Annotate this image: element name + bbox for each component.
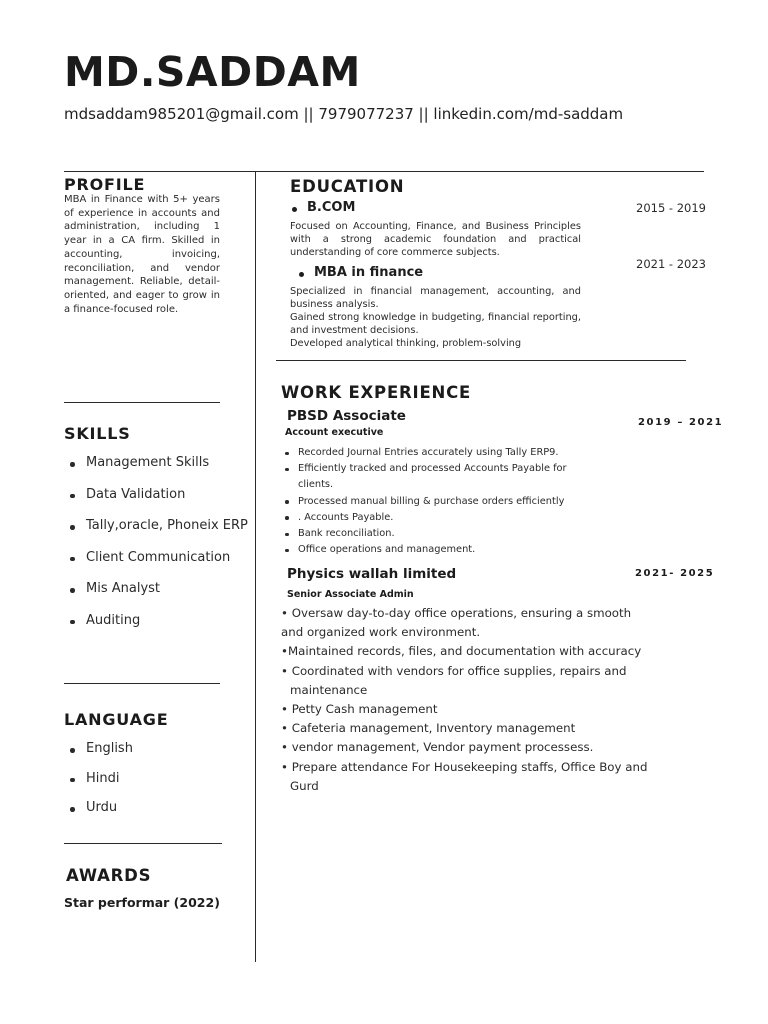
duty-item: . Accounts Payable. <box>284 510 567 526</box>
duty-item: Office operations and management. <box>284 542 567 558</box>
skill-item: Mis Analyst <box>64 581 248 613</box>
job-duties <box>284 445 567 558</box>
education-heading: EDUCATION <box>290 177 405 196</box>
degree-description-line: Gained strong knowledge in budgeting, financial reporting, and investment decisions. <box>290 312 581 336</box>
duty-item-continuation: clients. <box>298 479 334 491</box>
resume-name: MD.SADDAM <box>64 48 361 96</box>
duty-line: •Maintained records, files, and documentation with accuracy <box>281 644 642 659</box>
job-duties <box>281 604 661 796</box>
job-years: 2019 – 2021 <box>638 417 724 428</box>
language-item: Urdu <box>64 800 133 830</box>
degree-description-line: Developed analytical thinking, problem-solving <box>290 338 522 349</box>
duty-line: • Cafeteria management, Inventory management <box>281 721 576 736</box>
skills-heading: SKILLS <box>64 424 131 443</box>
degree-description <box>290 220 581 259</box>
profile-text: MBA in Finance with 5+ years of experience in accounts and administration, including 1 year in a CA firm. Skilled in accounting, invoicing, reconciliation, and vendor management. Reliable, detail-oriented, and eager to grow in a finance-focused role. <box>64 194 220 315</box>
column-divider <box>255 171 256 962</box>
skill-item: Client Communication <box>64 550 248 582</box>
job-role: Account executive <box>285 427 384 438</box>
job-company: PBSD Associate <box>287 408 406 424</box>
degree-description-line: Specialized in financial management, accounting, and business analysis. <box>290 286 581 310</box>
header-divider <box>64 171 704 172</box>
left-divider-profile <box>64 402 220 403</box>
duty-line: Gurd <box>290 778 319 793</box>
duty-line: • Coordinated with vendors for office supplies, repairs and <box>281 663 627 678</box>
duty-line: • Petty Cash management <box>281 702 438 717</box>
duty-item: Efficiently tracked and processed Accounts Payable for <box>284 461 567 477</box>
duty-line: and organized work environment. <box>281 625 481 640</box>
skill-item: Auditing <box>64 613 248 645</box>
awards-heading: AWARDS <box>66 866 152 885</box>
bullet-icon <box>292 207 297 212</box>
left-divider-language <box>64 843 222 844</box>
skill-item: Tally,oracle, Phoneix ERP <box>64 518 248 550</box>
degree-description <box>290 285 581 350</box>
job-company: Physics wallah limited <box>287 566 457 582</box>
contact-line: mdsaddam985201@gmail.com || 7979077237 || linkedin.com/md-saddam <box>64 105 624 123</box>
skill-item: Management Skills <box>64 455 248 487</box>
left-divider-skills <box>64 683 220 684</box>
language-item: English <box>64 741 133 771</box>
bullet-icon <box>299 272 304 277</box>
duty-item: Bank reconciliation. <box>284 526 567 542</box>
duty-line: maintenance <box>290 682 368 697</box>
duty-item: Recorded Journal Entries accurately using Tally ERP9. <box>284 445 567 461</box>
duty-line: • Prepare attendance For Housekeeping staffs, Office Boy and <box>281 759 648 774</box>
language-heading: LANGUAGE <box>64 710 169 729</box>
duty-line: • vendor management, Vendor payment processess. <box>281 740 594 755</box>
degree-title: MBA in finance <box>314 265 424 280</box>
work-heading: WORK EXPERIENCE <box>281 383 472 402</box>
job-years: 2021- 2025 <box>635 568 715 579</box>
language-list <box>64 741 133 830</box>
duty-line: • Oversaw day-to-day office operations, ensuring a smooth <box>281 606 632 620</box>
language-item: Hindi <box>64 771 133 801</box>
profile-heading: PROFILE <box>64 175 146 194</box>
duty-item: Processed manual billing & purchase orders efficiently <box>284 494 567 510</box>
degree-years: 2015 - 2019 <box>636 201 706 215</box>
education-divider <box>276 360 686 361</box>
degree-title: B.COM <box>307 200 356 215</box>
degree-years: 2021 - 2023 <box>636 257 706 271</box>
degree-description-line: Focused on Accounting, Finance, and Business Principles with a strong academic foundation and practical understanding of core commerce subjects. <box>290 221 581 258</box>
award-item: Star performar (2022) <box>64 895 220 910</box>
job-role: Senior Associate Admin <box>287 589 414 600</box>
skills-list <box>64 455 248 644</box>
skill-item: Data Validation <box>64 487 248 519</box>
